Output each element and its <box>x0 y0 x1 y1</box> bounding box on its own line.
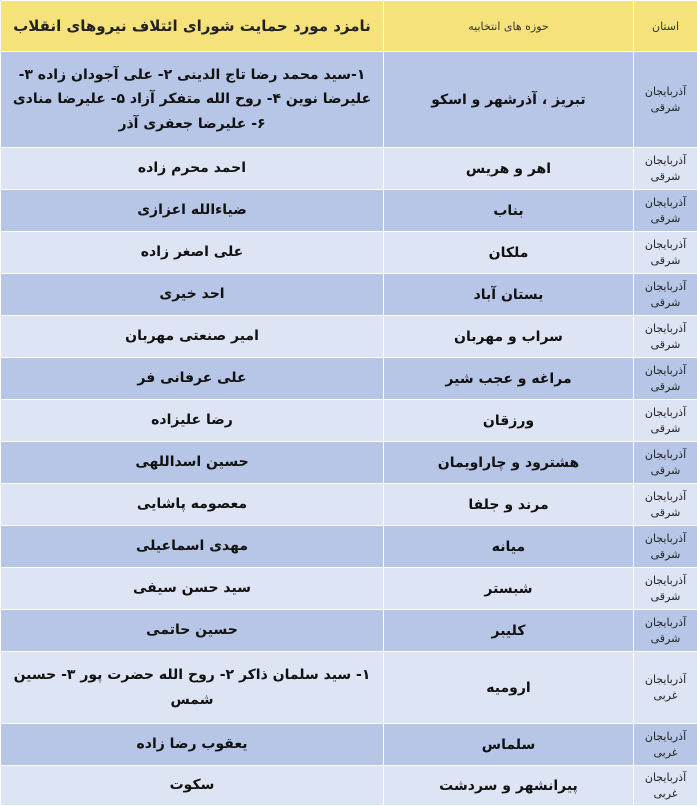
table-row <box>1 316 697 358</box>
table-row <box>1 148 697 190</box>
cell-district: کلیبر <box>384 610 634 652</box>
cell-district: هشترود و چاراویمان <box>384 442 634 484</box>
table-row <box>1 526 697 568</box>
cell-district: سراب و مهربان <box>384 316 634 358</box>
cell-province: آذربایجان شرقی <box>634 526 697 568</box>
table-row <box>1 190 697 232</box>
cell-district: مرند و جلفا <box>384 484 634 526</box>
cell-district: سلماس <box>384 724 634 766</box>
table-row <box>1 724 697 766</box>
table-row <box>1 652 697 724</box>
table-row <box>1 610 697 652</box>
cell-district: پیرانشهر و سردشت <box>384 766 634 806</box>
cell-candidate: امیر صنعتی مهربان <box>1 316 384 358</box>
cell-candidate: ۱- سید سلمان ذاکر ۲- روح الله حضرت پور ۳- حسین شمس <box>1 652 384 724</box>
cell-province: آذربایجان شرقی <box>634 484 697 526</box>
cell-candidate: احمد محرم زاده <box>1 148 384 190</box>
cell-district: ارومیه <box>384 652 634 724</box>
cell-province: آذربایجان شرقی <box>634 610 697 652</box>
cell-province: آذربایجان شرقی <box>634 568 697 610</box>
cell-province: آذربایجان شرقی <box>634 52 697 148</box>
cell-province: آذربایجان شرقی <box>634 316 697 358</box>
cell-province: آذربایجان شرقی <box>634 400 697 442</box>
cell-district: بستان آباد <box>384 274 634 316</box>
cell-province: آذربایجان شرقی <box>634 190 697 232</box>
cell-candidate: احد خیری <box>1 274 384 316</box>
cell-district: میانه <box>384 526 634 568</box>
cell-candidate: معصومه پاشایی <box>1 484 384 526</box>
cell-candidate: علی عرفانی فر <box>1 358 384 400</box>
cell-candidate: ۱-سید محمد رضا تاج الدینی ۲- علی آجودان زاده ۳- علیرضا نوین ۴- روح الله متفکر آزاد ۵- علیرضا منادی ۶- علیرضا جعفری آذر <box>1 52 384 148</box>
cell-candidate: سکوت <box>1 766 384 806</box>
cell-district: تبریز ، آذرشهر و اسکو <box>384 52 634 148</box>
header-province: استان <box>634 1 697 52</box>
header-district: حوزه های انتخابیه <box>384 1 634 52</box>
cell-province: آذربایجان غربی <box>634 766 697 806</box>
cell-candidate: ضیاءالله اعزازی <box>1 190 384 232</box>
table-header-row <box>1 1 697 52</box>
cell-province: آذربایجان شرقی <box>634 274 697 316</box>
cell-province: آذربایجان شرقی <box>634 232 697 274</box>
cell-district: ملکان <box>384 232 634 274</box>
table-row <box>1 358 697 400</box>
cell-district: مراغه و عجب شیر <box>384 358 634 400</box>
cell-province: آذربایجان شرقی <box>634 358 697 400</box>
cell-district: شبستر <box>384 568 634 610</box>
cell-candidate: سید حسن سیفی <box>1 568 384 610</box>
cell-district: ورزقان <box>384 400 634 442</box>
cell-candidate: علی اصغر زاده <box>1 232 384 274</box>
cell-district: اهر و هریس <box>384 148 634 190</box>
cell-province: آذربایجان شرقی <box>634 442 697 484</box>
table-row <box>1 232 697 274</box>
cell-district: بناب <box>384 190 634 232</box>
cell-candidate: حسین حاتمی <box>1 610 384 652</box>
table-row <box>1 400 697 442</box>
table-row <box>1 52 697 148</box>
header-candidate: نامزد مورد حمایت شورای ائتلاف نیروهای انقلاب <box>1 1 384 52</box>
cell-candidate: یعقوب رضا زاده <box>1 724 384 766</box>
cell-province: آذربایجان غربی <box>634 724 697 766</box>
cell-province: آذربایجان غربی <box>634 652 697 724</box>
table-row <box>1 442 697 484</box>
cell-candidate: حسین اسداللهی <box>1 442 384 484</box>
cell-candidate: مهدی اسماعیلی <box>1 526 384 568</box>
table-row <box>1 274 697 316</box>
table-row <box>1 484 697 526</box>
table-row <box>1 568 697 610</box>
cell-province: آذربایجان شرقی <box>634 148 697 190</box>
cell-candidate: رضا علیزاده <box>1 400 384 442</box>
